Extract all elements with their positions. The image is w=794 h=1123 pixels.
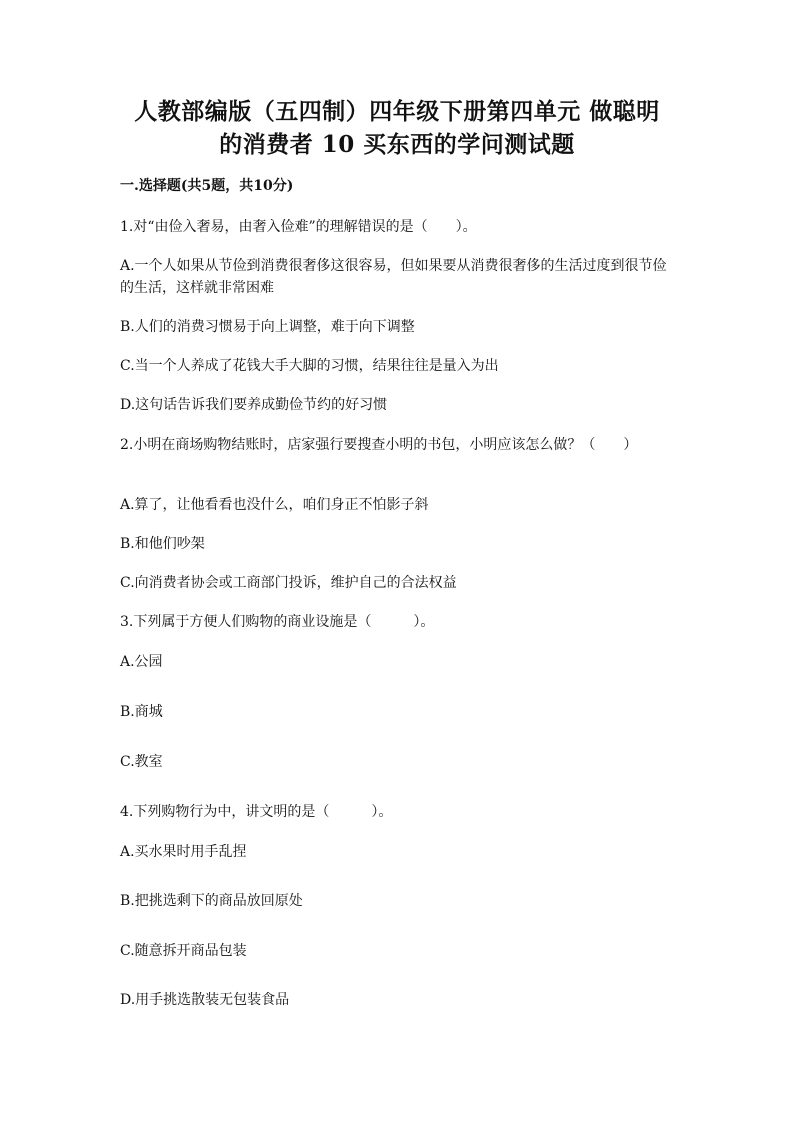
question-1-option-d: D.这句话告诉我们要养成勤俭节约的好习惯 <box>120 397 388 413</box>
question-1-option-b: B.人们的消费习惯易于向上调整，难于向下调整 <box>120 319 415 335</box>
question-4-option-a: A.买水果时用手乱捏 <box>120 844 247 860</box>
question-3-option-c: C.教室 <box>120 754 163 770</box>
question-1-option-a: A.一个人如果从节俭到消费很奢侈这很容易，但如果要从消费很奢侈的生活过度到很节俭的生活，这样就非常困难 <box>120 258 667 296</box>
question-4-option-d: D.用手挑选散装无包装食品 <box>120 992 290 1008</box>
question-3-option-a: A.公园 <box>120 654 163 670</box>
question-2-option-c: C.向消费者协会或工商部门投诉，维护自己的合法权益 <box>120 575 457 591</box>
page-title-line-2: 的消费者 10 买东西的学问测试题 <box>219 131 575 158</box>
question-1-option-c: C.当一个人养成了花钱大手大脚的习惯，结果往往是量入为出 <box>120 358 499 374</box>
question-2-stem: 2.小明在商场购物结账时，店家强行要搜查小明的书包，小明应该怎么做？（ ） <box>120 437 638 453</box>
question-2-option-b: B.和他们吵架 <box>120 536 205 552</box>
question-4-option-b: B.把挑选剩下的商品放回原处 <box>120 893 303 909</box>
question-1-stem: 1.对“由俭入奢易，由奢入俭难”的理解错误的是（ ）。 <box>120 219 477 235</box>
page-title-line-1: 人教部编版（五四制）四年级下册第四单元 做聪明 <box>134 98 660 125</box>
question-4-option-c: C.随意拆开商品包装 <box>120 943 247 959</box>
question-3-stem: 3.下列属于方便人们购物的商业设施是（ ）。 <box>120 614 435 630</box>
question-2-option-a: A.算了，让他看看也没什么，咱们身正不怕影子斜 <box>120 497 429 513</box>
section-heading: 一.选择题(共5题，共10分) <box>120 178 294 194</box>
question-3-option-b: B.商城 <box>120 704 163 720</box>
question-4-stem: 4.下列购物行为中，讲文明的是（ ）。 <box>120 804 393 820</box>
